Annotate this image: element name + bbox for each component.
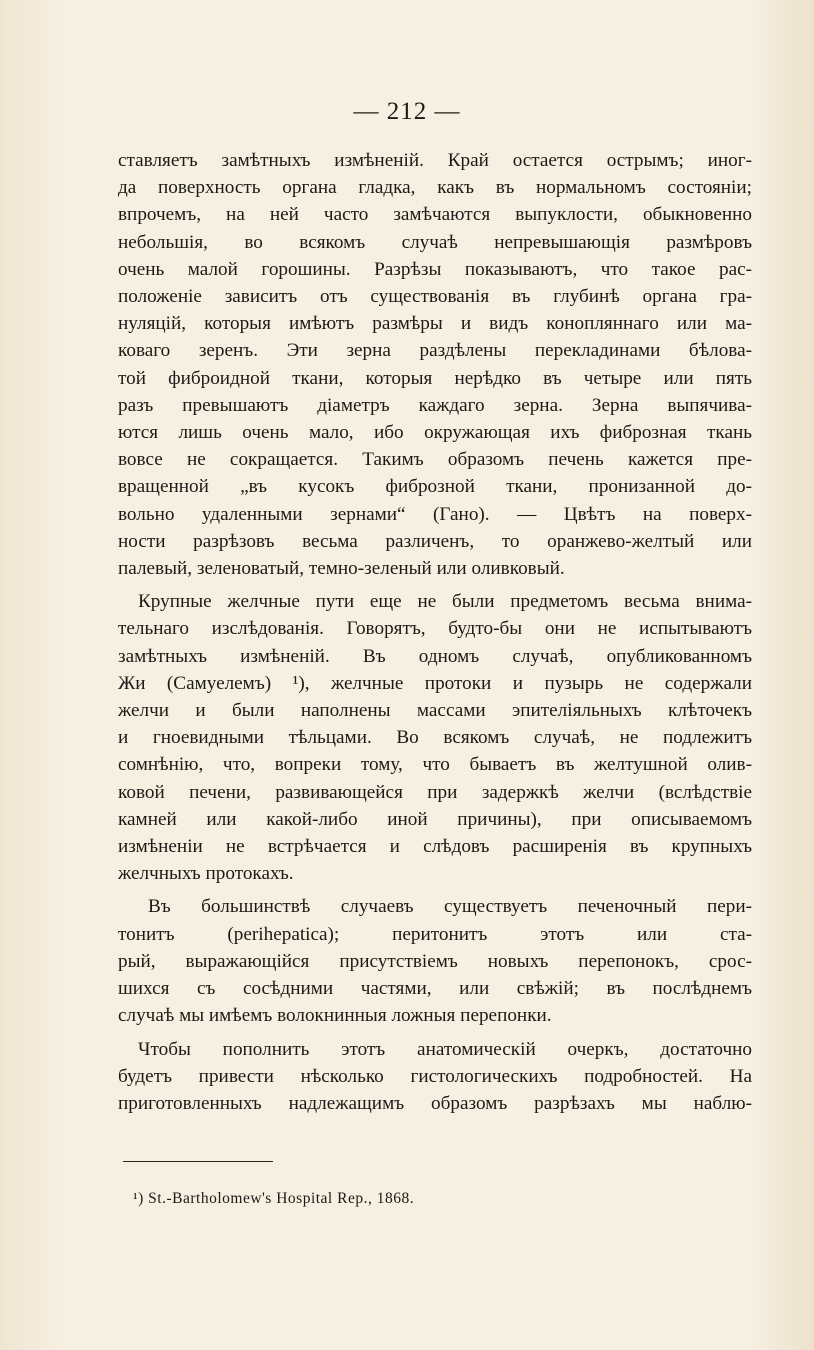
text-line: случаѣ мы имѣемъ волокнинныя ложныя перепонки.: [118, 1005, 552, 1027]
text-line: вольно удаленными зернами“ (Гано). — Цвѣтъ на поверх-: [118, 503, 752, 525]
text-line: ности разрѣзовъ весьма различенъ, то оранжево-желтый или: [118, 530, 752, 552]
text-line: тельнаго изслѣдованія. Говорятъ, будто-бы они не испытываютъ: [118, 618, 752, 640]
paragraph-2: [118, 588, 752, 887]
text-line: и гноевидными тѣльцами. Во всякомъ случаѣ, не подлежитъ: [118, 727, 752, 749]
text-line: нуляцій, которыя имѣютъ размѣры и видъ конопляннаго или ма-: [118, 313, 752, 335]
text-line: камней или какой-либо иной причины), при описываемомъ: [118, 808, 752, 830]
text-line: палевый, зеленоватый, темно-зеленый или оливковый.: [118, 558, 565, 580]
paragraph-3: [118, 893, 752, 1029]
text-line: коваго зеренъ. Эти зерна раздѣлены перекладинами бѣлова-: [118, 340, 752, 362]
text-line: будетъ привести нѣсколько гистологическихъ подробностей. На: [118, 1065, 752, 1087]
text-line: той фиброидной ткани, которыя нерѣдко въ четыре или пять: [118, 367, 752, 389]
text-line: впрочемъ, на ней часто замѣчаются выпуклости, обыкновенно: [118, 204, 752, 226]
text-line: небольшія, во всякомъ случаѣ непревышающія размѣровъ: [118, 231, 752, 253]
text-line: Въ большинствѣ случаевъ существуетъ печеночный пери-: [148, 896, 752, 918]
footnote: ¹) St.-Bartholomew's Hospital Rep., 1868.: [133, 1190, 415, 1207]
text-line: положеніе зависитъ отъ существованія въ глубинѣ органа гра-: [118, 286, 752, 308]
text-line: очень малой горошины. Разрѣзы показываютъ, что такое рас-: [118, 258, 752, 280]
text-line: ставляетъ замѣтныхъ измѣненій. Край остается острымъ; иног-: [118, 150, 752, 171]
body-text: [118, 147, 752, 1117]
text-line: ковой печени, развивающейся при задержкѣ желчи (вслѣдствіе: [118, 781, 752, 803]
text-line: да поверхность органа гладка, какъ въ нормальномъ состояніи;: [118, 177, 752, 199]
text-line: шихся съ сосѣдними частями, или свѣжій; въ послѣднемъ: [118, 978, 752, 1000]
text-line: Крупные желчные пути еще не были предметомъ весьма внима-: [138, 591, 752, 613]
text-line: рый, выражающійся присутствіемъ новыхъ перепонокъ, срос-: [118, 950, 752, 972]
text-line: тонитъ (perihepatica); перитонитъ этотъ или ста-: [118, 923, 752, 945]
text-line: вовсе не сокращается. Такимъ образомъ печень кажется пре-: [118, 449, 752, 471]
text-line: измѣненіи не встрѣчается и слѣдовъ расширенія въ крупныхъ: [118, 836, 752, 858]
text-line: сомнѣнію, что, вопреки тому, что бываетъ въ желтушной олив-: [118, 754, 752, 776]
paragraph-1: [118, 147, 752, 582]
text-line: замѣтныхъ измѣненій. Въ одномъ случаѣ, опубликованномъ: [118, 645, 752, 667]
text-line: разъ превышаютъ діаметръ каждаго зерна. Зерна выпячива-: [118, 394, 752, 416]
text-line: Жи (Самуелемъ) ¹), желчные протоки и пузырь не содержали: [118, 672, 752, 694]
footnote-divider: [123, 1161, 273, 1162]
text-line: желчныхъ протокахъ.: [118, 863, 294, 885]
page-number: — 212 —: [353, 98, 461, 125]
text-line: вращенной „въ кусокъ фиброзной ткани, пронизанной до-: [118, 476, 752, 498]
text-line: ются лишь очень мало, ибо окружающая ихъ фиброзная ткань: [118, 422, 752, 444]
text-line: Чтобы пополнить этотъ анатомическій очеркъ, достаточно: [138, 1038, 752, 1060]
text-line: приготовленныхъ надлежащимъ образомъ разрѣзахъ мы наблю-: [118, 1092, 752, 1114]
paragraph-4: [118, 1036, 752, 1118]
text-line: желчи и были наполнены массами эпителіяльныхъ клѣточекъ: [118, 700, 752, 722]
